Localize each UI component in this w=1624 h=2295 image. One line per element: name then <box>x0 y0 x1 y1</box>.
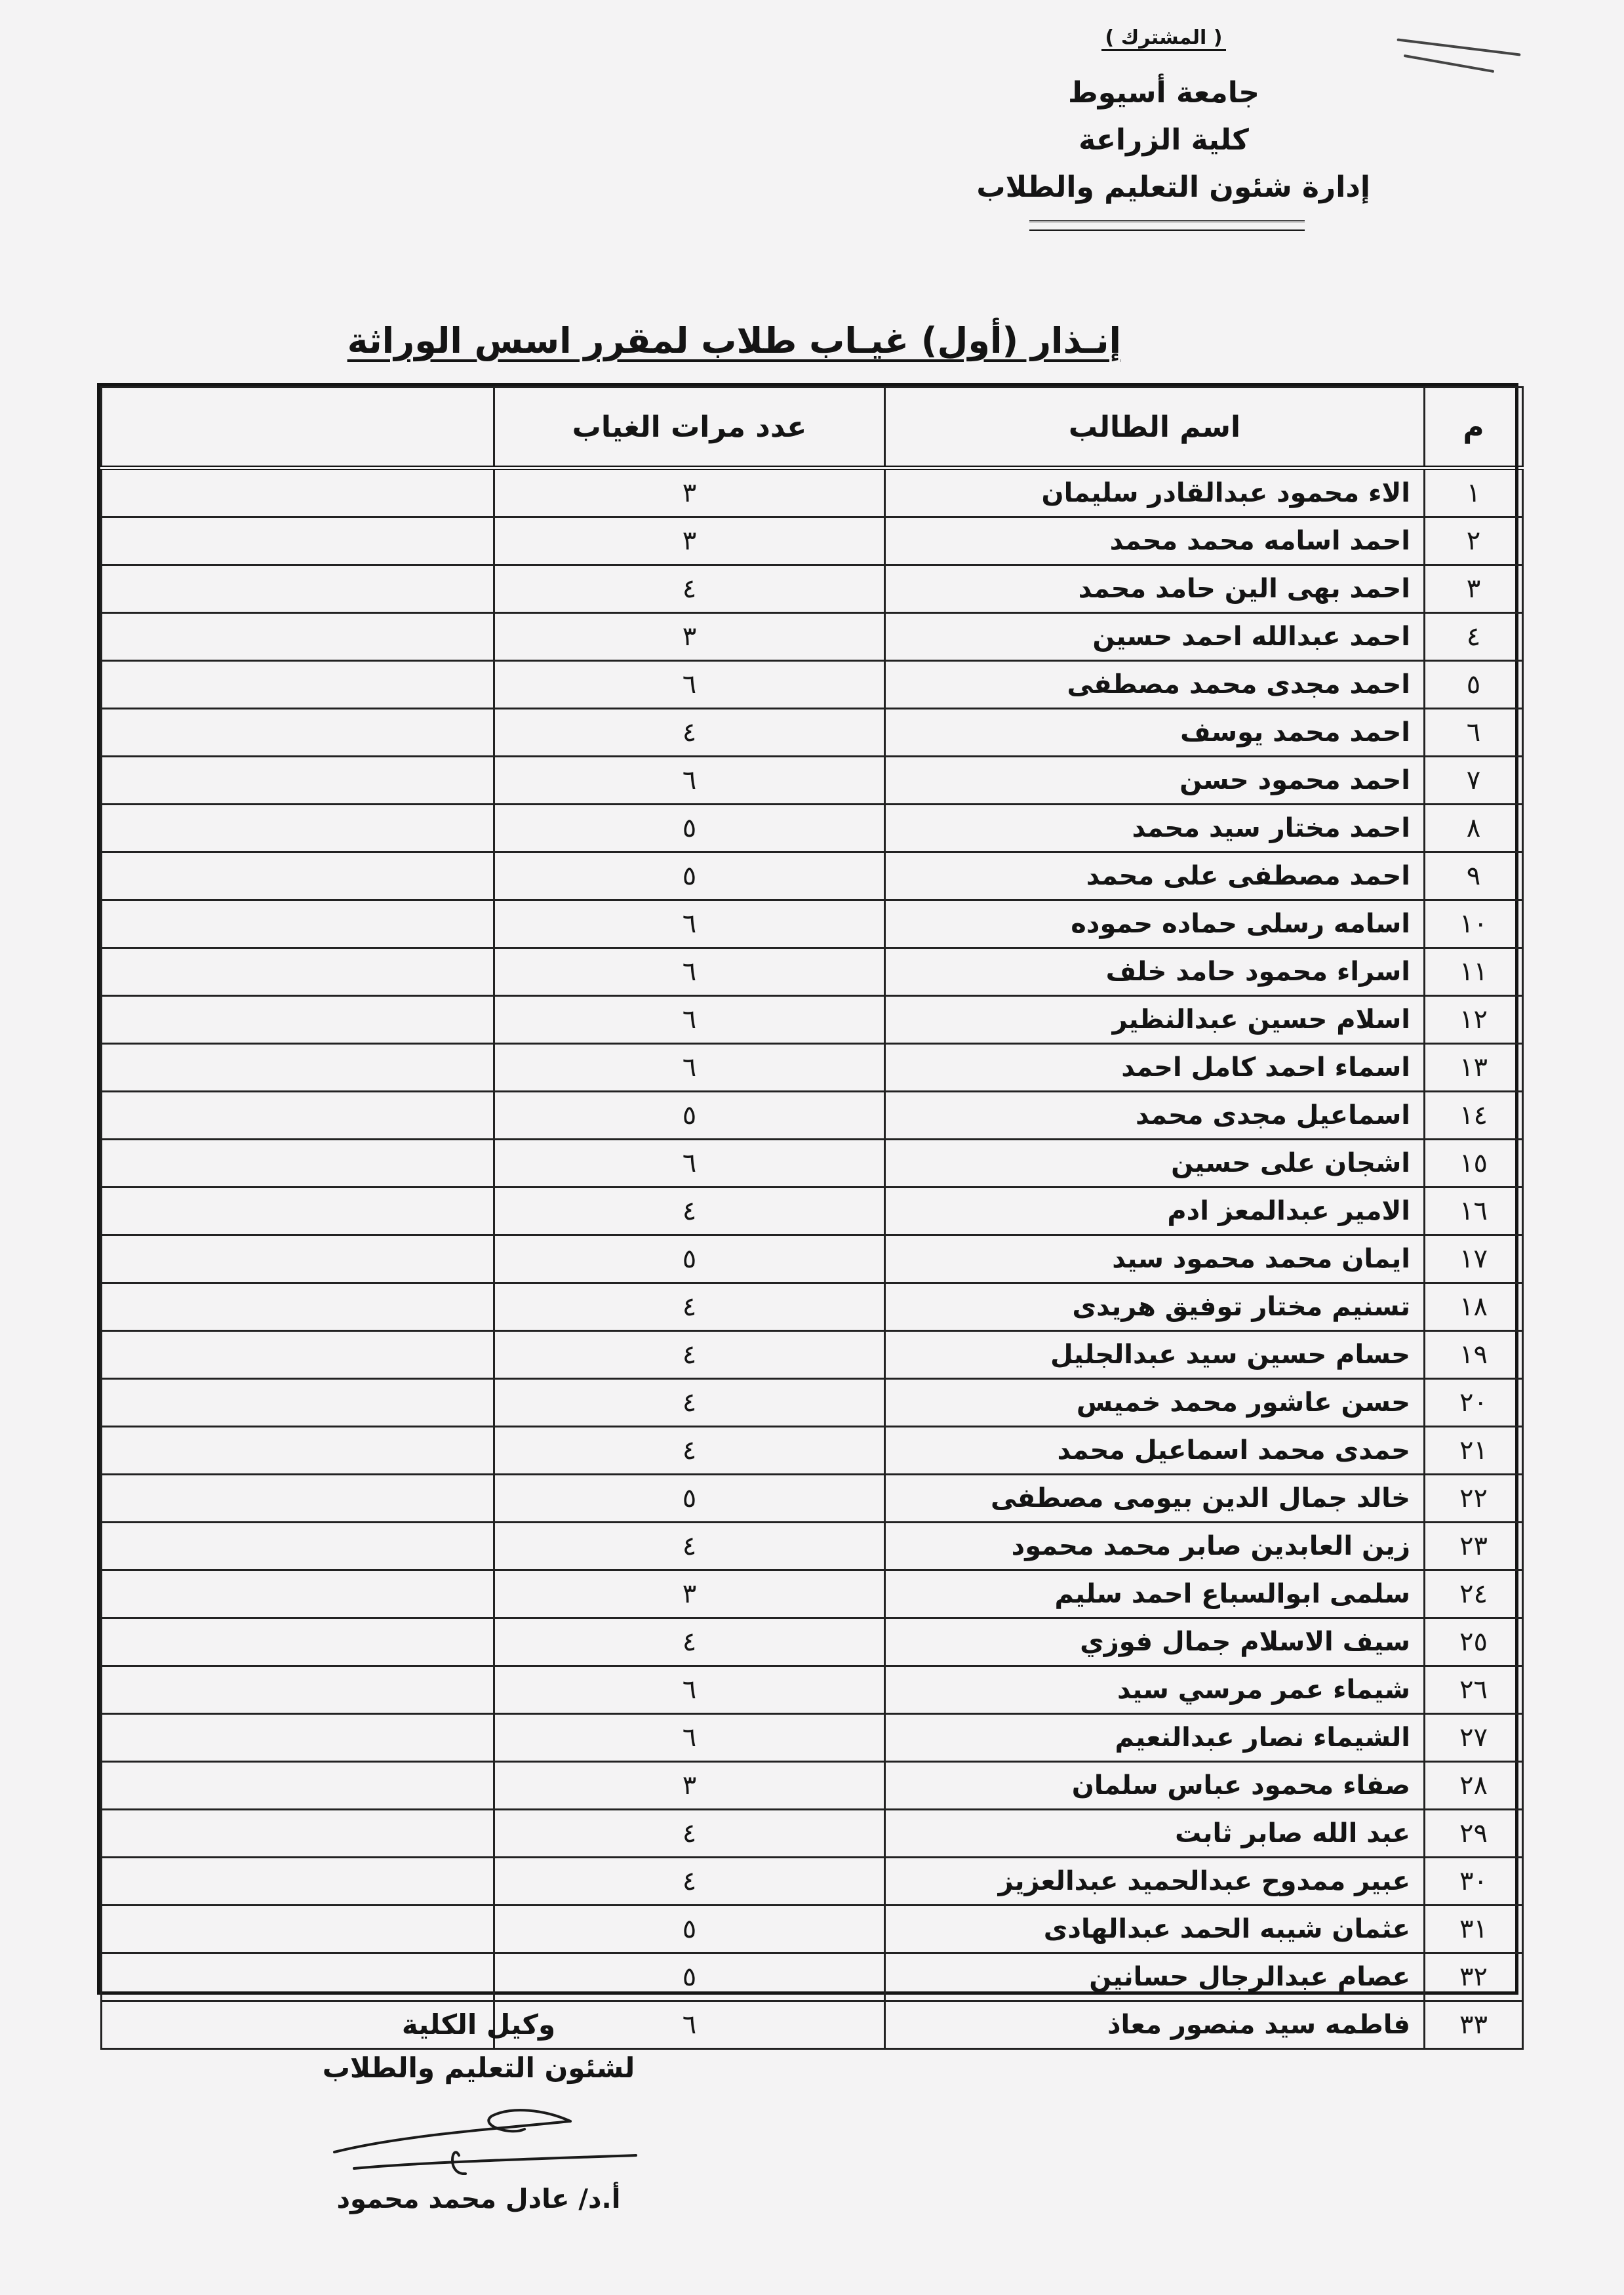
row-number: ١٢ <box>1425 996 1523 1044</box>
blank-cell <box>102 1140 494 1187</box>
table-row <box>102 1858 1523 1906</box>
row-number: ١٦ <box>1425 1187 1523 1235</box>
absence-count: ٦ <box>494 1140 885 1187</box>
absence-count: ٦ <box>494 996 885 1044</box>
table-row <box>102 996 1523 1044</box>
blank-cell <box>102 1570 494 1618</box>
row-number: ٤ <box>1425 613 1523 661</box>
blank-cell <box>102 1092 494 1140</box>
faculty-name: كلية الزراعة <box>1079 123 1249 157</box>
table-row <box>102 1714 1523 1762</box>
absence-count: ٦ <box>494 1714 885 1762</box>
letterhead <box>976 26 1370 231</box>
student-name: الاء محمود عبدالقادر سليمان <box>885 468 1425 517</box>
row-number: ١٩ <box>1425 1331 1523 1379</box>
absence-count: ٥ <box>494 1235 885 1283</box>
header-stamp: ( المشترك ) <box>1101 26 1227 51</box>
blank-cell <box>102 1187 494 1235</box>
table-row <box>102 1475 1523 1523</box>
student-name: حسام حسين سيد عبدالجليل <box>885 1331 1425 1379</box>
blank-cell <box>102 1618 494 1666</box>
student-name: احمد مجدى محمد مصطفى <box>885 661 1425 709</box>
table-row <box>102 1953 1523 2001</box>
blank-cell <box>102 1427 494 1475</box>
table-row <box>102 1570 1523 1618</box>
student-name: فاطمه سيد منصور معاذ <box>885 2001 1425 2049</box>
table-row <box>102 565 1523 613</box>
absence-count: ٤ <box>494 1331 885 1379</box>
signatory-name: أ.د/ عادل محمد محمود <box>336 2184 621 2214</box>
row-number: ١٥ <box>1425 1140 1523 1187</box>
row-number: ٢٠ <box>1425 1379 1523 1427</box>
student-name: احمد اسامه محمد محمد <box>885 517 1425 565</box>
signature-block <box>275 2003 682 2214</box>
student-name: الشيماء نصار عبدالنعيم <box>885 1714 1425 1762</box>
student-name: سلمى ابوالسباع احمد سليم <box>885 1570 1425 1618</box>
blank-cell <box>102 565 494 613</box>
table-row <box>102 852 1523 900</box>
blank-cell <box>102 1283 494 1331</box>
absence-count: ٣ <box>494 1762 885 1810</box>
absence-count: ٤ <box>494 565 885 613</box>
row-number: ٢٧ <box>1425 1714 1523 1762</box>
row-number: ٢٢ <box>1425 1475 1523 1523</box>
row-number: ٢٦ <box>1425 1666 1523 1714</box>
blank-cell <box>102 1858 494 1906</box>
row-number: ١٨ <box>1425 1283 1523 1331</box>
blank-cell <box>102 757 494 805</box>
student-name: حمدى محمد اسماعيل محمد <box>885 1427 1425 1475</box>
absence-count: ٦ <box>494 661 885 709</box>
table-row <box>102 1427 1523 1475</box>
blank-cell <box>102 900 494 948</box>
student-name: اسلام حسين عبدالنظير <box>885 996 1425 1044</box>
blank-cell <box>102 661 494 709</box>
table-row <box>102 1379 1523 1427</box>
absence-count: ٦ <box>494 757 885 805</box>
absence-count: ٥ <box>494 805 885 852</box>
blank-cell <box>102 1666 494 1714</box>
absence-count: ٦ <box>494 900 885 948</box>
absence-table <box>100 386 1524 2050</box>
table-row <box>102 948 1523 996</box>
blank-cell <box>102 1762 494 1810</box>
absence-count: ٥ <box>494 1475 885 1523</box>
row-number: ٣٣ <box>1425 2001 1523 2049</box>
table-row <box>102 1762 1523 1810</box>
blank-cell <box>102 948 494 996</box>
pen-mark <box>1396 38 1520 56</box>
table-header-row <box>102 388 1523 468</box>
signatory-title: وكيل الكلية <box>401 2008 556 2041</box>
absence-count: ٤ <box>494 1523 885 1570</box>
row-number: ١٧ <box>1425 1235 1523 1283</box>
absence-count: ٦ <box>494 1666 885 1714</box>
absence-count: ٣ <box>494 517 885 565</box>
blank-cell <box>102 1379 494 1427</box>
student-name: احمد مصطفى على محمد <box>885 852 1425 900</box>
student-name: اشجان على حسين <box>885 1140 1425 1187</box>
table-row <box>102 900 1523 948</box>
blank-cell <box>102 1331 494 1379</box>
row-number: ٥ <box>1425 661 1523 709</box>
absence-count: ٤ <box>494 1187 885 1235</box>
row-number: ٣١ <box>1425 1906 1523 1953</box>
table-row <box>102 1187 1523 1235</box>
blank-cell <box>102 1235 494 1283</box>
row-number: ٣ <box>1425 565 1523 613</box>
row-number: ٦ <box>1425 709 1523 757</box>
student-name: احمد محمد يوسف <box>885 709 1425 757</box>
table-row <box>102 709 1523 757</box>
absence-count: ٣ <box>494 1570 885 1618</box>
absence-count: ٥ <box>494 1906 885 1953</box>
blank-cell <box>102 517 494 565</box>
student-name: عصام عبدالرجال حسانين <box>885 1953 1425 2001</box>
table-row <box>102 1235 1523 1283</box>
table-row <box>102 1092 1523 1140</box>
header-blank <box>102 388 494 468</box>
blank-cell <box>102 1523 494 1570</box>
student-name: اسراء محمود حامد خلف <box>885 948 1425 996</box>
student-name: احمد بهى الين حامد محمد <box>885 565 1425 613</box>
student-name: صفاء محمود عباس سلمان <box>885 1762 1425 1810</box>
table-row <box>102 1523 1523 1570</box>
row-number: ٢ <box>1425 517 1523 565</box>
table-row <box>102 1331 1523 1379</box>
row-number: ١١ <box>1425 948 1523 996</box>
absence-count: ٥ <box>494 1092 885 1140</box>
student-name: الامير عبدالمعز ادم <box>885 1187 1425 1235</box>
table-row <box>102 1283 1523 1331</box>
blank-cell <box>102 805 494 852</box>
table-row <box>102 1044 1523 1092</box>
table-row <box>102 468 1523 517</box>
row-number: ٢٣ <box>1425 1523 1523 1570</box>
student-name: ايمان محمد محمود سيد <box>885 1235 1425 1283</box>
table-row <box>102 1810 1523 1858</box>
row-number: ٩ <box>1425 852 1523 900</box>
row-number: ٨ <box>1425 805 1523 852</box>
student-name: عبير ممدوح عبدالحميد عبدالعزيز <box>885 1858 1425 1906</box>
student-name: سيف الاسلام جمال فوزي <box>885 1618 1425 1666</box>
table-row <box>102 1906 1523 1953</box>
university-name: جامعة أسيوط <box>1068 76 1259 110</box>
absence-count: ٦ <box>494 1044 885 1092</box>
handwritten-signature <box>275 2090 682 2182</box>
row-number: ٢٩ <box>1425 1810 1523 1858</box>
absence-count: ٤ <box>494 709 885 757</box>
student-name: خالد جمال الدين بيومى مصطفى <box>885 1475 1425 1523</box>
row-number: ٧ <box>1425 757 1523 805</box>
row-number: ١٣ <box>1425 1044 1523 1092</box>
document-title: إنـذار (أول) غيـاب طلاب لمقرر اسس الوراثة <box>347 320 1121 361</box>
student-name: احمد مختار سيد محمد <box>885 805 1425 852</box>
blank-cell <box>102 1810 494 1858</box>
table-row <box>102 805 1523 852</box>
header-divider <box>1029 220 1305 231</box>
table-row <box>102 1140 1523 1187</box>
blank-cell <box>102 613 494 661</box>
blank-cell <box>102 1475 494 1523</box>
student-name: تسنيم مختار توفيق هريدى <box>885 1283 1425 1331</box>
blank-cell <box>102 468 494 517</box>
student-name: اسماعيل مجدى محمد <box>885 1092 1425 1140</box>
absence-count: ٤ <box>494 1858 885 1906</box>
signatory-role: لشئون التعليم والطلاب <box>322 2052 635 2084</box>
row-number: ١٠ <box>1425 900 1523 948</box>
row-number: ٣٠ <box>1425 1858 1523 1906</box>
table-body <box>102 468 1523 2049</box>
blank-cell <box>102 709 494 757</box>
table-row <box>102 517 1523 565</box>
student-name: حسن عاشور محمد خميس <box>885 1379 1425 1427</box>
absence-count: ٥ <box>494 1953 885 2001</box>
table-row <box>102 1666 1523 1714</box>
student-name: احمد محمود حسن <box>885 757 1425 805</box>
blank-cell <box>102 1044 494 1092</box>
student-name: اسماء احمد كامل احمد <box>885 1044 1425 1092</box>
absence-count: ٤ <box>494 1427 885 1475</box>
student-name: عبد الله صابر ثابت <box>885 1810 1425 1858</box>
student-name: احمد عبدالله احمد حسين <box>885 613 1425 661</box>
student-name: اسامه رسلى حماده حموده <box>885 900 1425 948</box>
absence-count: ٤ <box>494 1618 885 1666</box>
absence-count: ٣ <box>494 613 885 661</box>
row-number: ٣٢ <box>1425 1953 1523 2001</box>
student-name: زين العابدين صابر محمد محمود <box>885 1523 1425 1570</box>
table-row <box>102 613 1523 661</box>
header-student-name: اسم الطالب <box>885 388 1425 468</box>
table-row <box>102 757 1523 805</box>
header-num: م <box>1425 388 1523 468</box>
blank-cell <box>102 852 494 900</box>
row-number: ١ <box>1425 468 1523 517</box>
row-number: ٢٤ <box>1425 1570 1523 1618</box>
blank-cell <box>102 1953 494 2001</box>
table-row <box>102 1618 1523 1666</box>
absence-count: ٤ <box>494 1810 885 1858</box>
student-name: شيماء عمر مرسي سيد <box>885 1666 1425 1714</box>
row-number: ٢١ <box>1425 1427 1523 1475</box>
table-row <box>102 661 1523 709</box>
absence-count: ٤ <box>494 1379 885 1427</box>
blank-cell <box>102 1714 494 1762</box>
student-name: عثمان شيبه الحمد عبدالهادى <box>885 1906 1425 1953</box>
absence-count: ٤ <box>494 1283 885 1331</box>
row-number: ٢٨ <box>1425 1762 1523 1810</box>
absence-count: ٥ <box>494 852 885 900</box>
row-number: ١٤ <box>1425 1092 1523 1140</box>
header-absence-count: عدد مرات الغياب <box>494 388 885 468</box>
row-number: ٢٥ <box>1425 1618 1523 1666</box>
absence-count: ٦ <box>494 2001 885 2049</box>
absence-count: ٦ <box>494 948 885 996</box>
department-name: إدارة شئون التعليم والطلاب <box>976 170 1370 204</box>
blank-cell <box>102 996 494 1044</box>
blank-cell <box>102 1906 494 1953</box>
absence-count: ٣ <box>494 468 885 517</box>
pen-mark <box>1404 54 1495 73</box>
